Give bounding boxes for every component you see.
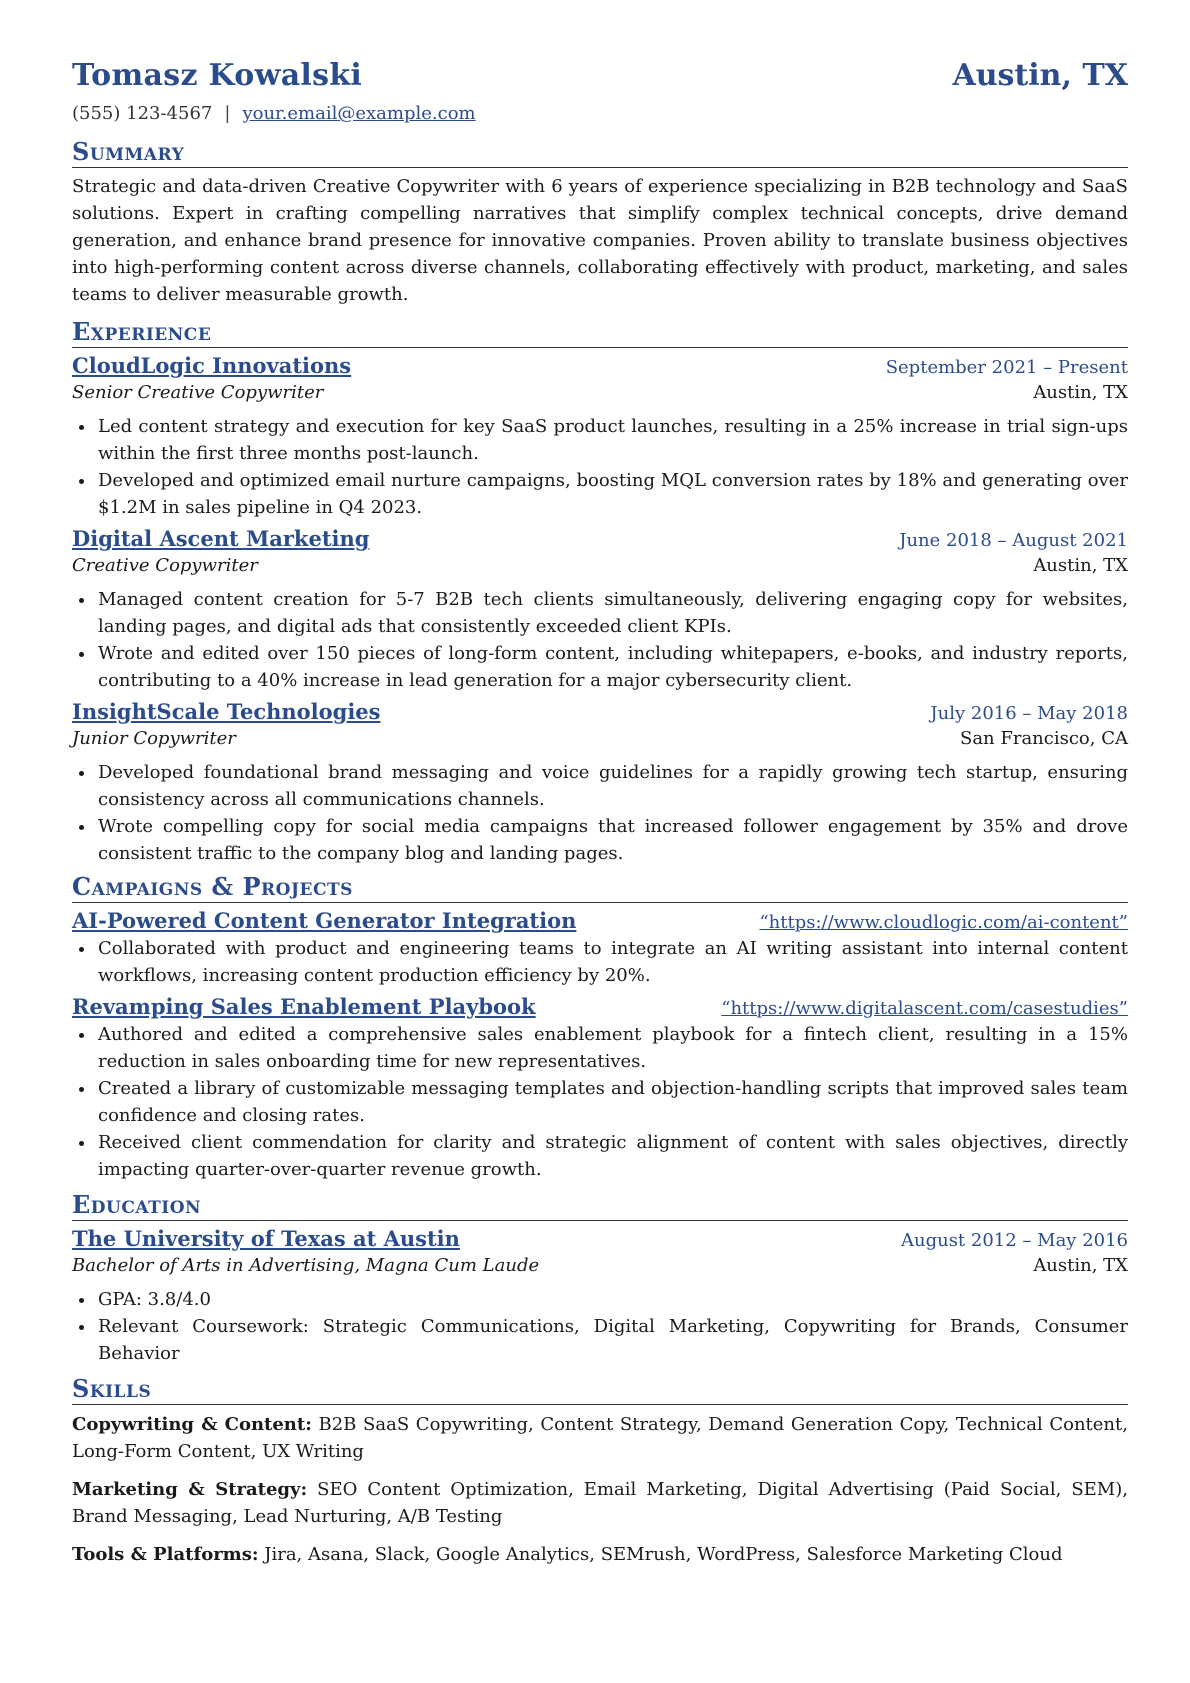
school-link[interactable]: The University of Texas at Austin — [72, 1226, 460, 1251]
education-entry — [72, 1224, 1128, 1367]
job-entry — [72, 524, 1128, 694]
skill-category: Marketing & Strategy: — [72, 1479, 308, 1500]
education-location: Austin, TX — [1033, 1255, 1128, 1276]
candidate-location: Austin, TX — [952, 58, 1128, 93]
phone: (555) 123-4567 — [72, 103, 213, 124]
job-title: Creative Copywriter — [72, 555, 258, 576]
job-location: Austin, TX — [1033, 555, 1128, 576]
job-dates: September 2021 – Present — [885, 357, 1128, 378]
bullet: • Authored and edited a comprehensive sales enablement playbook for a fintech client, resulting in a 15% reduction in sales onboarding time for new representatives. — [96, 1021, 1128, 1075]
email-link[interactable]: your.email@example.com — [242, 103, 476, 124]
bullet: • Managed content creation for 5-7 B2B tech clients simultaneously, delivering engaging copy for websites, landing pages, and digital ads that consistently exceeded client KPIs. — [96, 586, 1128, 640]
job-bullets — [72, 586, 1128, 694]
summary-heading: Summary — [72, 138, 1128, 168]
job-entry — [72, 697, 1128, 867]
project-url-link[interactable]: “https://www.digitalascent.com/casestudies” — [721, 998, 1128, 1019]
skill-category: Tools & Platforms: — [72, 1544, 259, 1565]
contact-separator: | — [224, 103, 231, 124]
education-dates: August 2012 – May 2016 — [900, 1230, 1128, 1251]
bullet: • Wrote and edited over 150 pieces of long-form content, including whitepapers, e-books, and industry reports, contributing to a 40% increase in lead generation for a major cybersecurity client. — [96, 640, 1128, 694]
project-bullets — [72, 1021, 1128, 1183]
skill-items: Jira, Asana, Slack, Google Analytics, SEMrush, WordPress, Salesforce Marketing Cloud — [264, 1544, 1063, 1565]
job-dates: July 2016 – May 2018 — [930, 703, 1128, 724]
header — [72, 58, 1128, 93]
skill-group — [72, 1411, 1128, 1465]
bullet: • Developed foundational brand messaging and voice guidelines for a rapidly growing tech startup, ensuring consistency across all communications channels. — [96, 759, 1128, 813]
skill-items: B2B SaaS Copywriting, Content Strategy, Demand Generation Copy, Technical Content, Long-Form Content, UX Writing — [72, 1414, 1128, 1462]
bullet: • Received client commendation for clarity and strategic alignment of content with sales objectives, directly impacting quarter-over-quarter revenue growth. — [96, 1129, 1128, 1183]
project-bullets — [72, 935, 1128, 989]
bullet: • GPA: 3.8/4.0 — [96, 1286, 1128, 1313]
skill-group — [72, 1476, 1128, 1530]
bullet: • Relevant Coursework: Strategic Communications, Digital Marketing, Copywriting for Brands, Consumer Behavior — [96, 1313, 1128, 1367]
project-title-link[interactable]: AI-Powered Content Generator Integration — [72, 908, 577, 933]
skill-group — [72, 1541, 1128, 1568]
job-title: Senior Creative Copywriter — [72, 382, 324, 403]
bullet: • Developed and optimized email nurture campaigns, boosting MQL conversion rates by 18% and generating over $1.2M in sales pipeline in Q4 2023. — [96, 467, 1128, 521]
candidate-name: Tomasz Kowalski — [72, 58, 363, 93]
summary-text: Strategic and data-driven Creative Copywriter with 6 years of experience specializing in B2B technology and SaaS solutions. Expert in crafting compelling narratives that simplify complex technical concepts, drive demand generation, and enhance brand presence for innovative companies. Proven ability to translate business objectives into high-performing content across diverse channels, collaborating effectively with product, marketing, and sales teams to deliver measurable growth. — [72, 176, 1128, 305]
education-heading: Education — [72, 1191, 1128, 1221]
job-entry — [72, 351, 1128, 521]
project-entry — [72, 906, 1128, 989]
job-location: San Francisco, CA — [959, 728, 1128, 749]
education-bullets — [72, 1286, 1128, 1367]
company-link[interactable]: InsightScale Technologies — [72, 699, 381, 724]
job-title: Junior Copywriter — [72, 728, 236, 749]
project-entry — [72, 992, 1128, 1183]
bullet: • Created a library of customizable messaging templates and objection-handling scripts that improved sales team confidence and closing rates. — [96, 1075, 1128, 1129]
company-link[interactable]: CloudLogic Innovations — [72, 353, 352, 378]
projects-heading: Campaigns & Projects — [72, 873, 1128, 903]
job-dates: June 2018 – August 2021 — [899, 530, 1128, 551]
contact-line — [72, 103, 1128, 124]
job-bullets — [72, 759, 1128, 867]
job-bullets — [72, 413, 1128, 521]
experience-heading: Experience — [72, 318, 1128, 348]
skills-heading: Skills — [72, 1375, 1128, 1405]
skill-items: SEO Content Optimization, Email Marketing, Digital Advertising (Paid Social, SEM), Brand Messaging, Lead Nurturing, A/B Testing — [72, 1479, 1128, 1527]
company-link[interactable]: Digital Ascent Marketing — [72, 526, 370, 551]
bullet: • Wrote compelling copy for social media campaigns that increased follower engagement by 35% and drove consistent traffic to the company blog and landing pages. — [96, 813, 1128, 867]
degree: Bachelor of Arts in Advertising, Magna Cum Laude — [72, 1255, 540, 1276]
bullet: • Collaborated with product and engineering teams to integrate an AI writing assistant into internal content workflows, increasing content production efficiency by 20%. — [96, 935, 1128, 989]
job-location: Austin, TX — [1033, 382, 1128, 403]
bullet: • Led content strategy and execution for key SaaS product launches, resulting in a 25% increase in trial sign-ups within the first three months post-launch. — [96, 413, 1128, 467]
skill-category: Copywriting & Content: — [72, 1414, 312, 1435]
project-url-link[interactable]: “https://www.cloudlogic.com/ai-content” — [759, 912, 1128, 933]
resume-page — [72, 58, 1128, 1568]
project-title-link[interactable]: Revamping Sales Enablement Playbook — [72, 994, 536, 1019]
